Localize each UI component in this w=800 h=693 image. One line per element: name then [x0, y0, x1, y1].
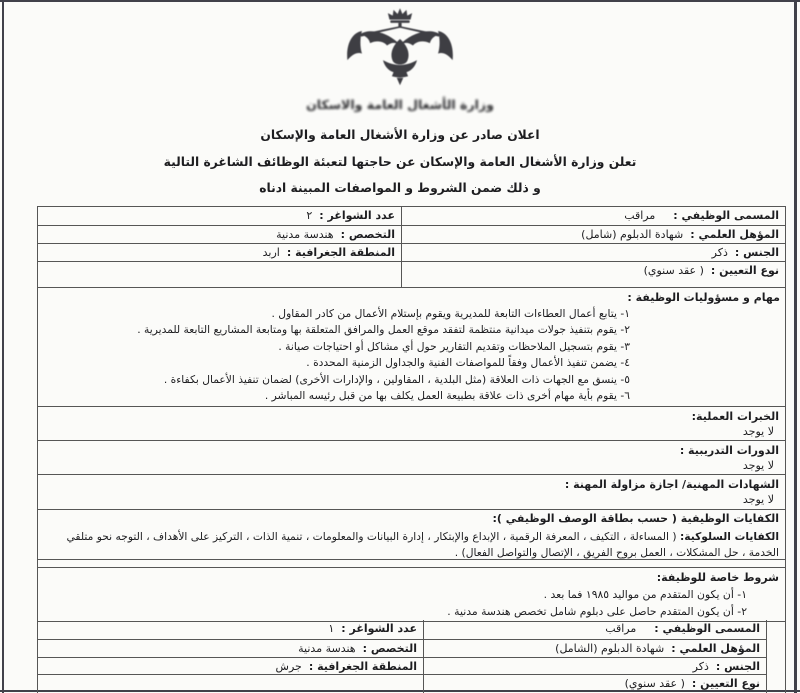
competencies-header: الكفايات الوظيفية ( حسب بطاقة الوصف الوظيفي ): — [492, 512, 779, 525]
certificates-section — [38, 475, 785, 510]
job1-vacancies-field — [38, 207, 401, 225]
duty-item-3: ٣- يقوم بتسجيل الملاحظات وتقديم التقارير حول أي مشاكل أو احتياجات صيانة . — [278, 339, 630, 353]
job1-specialization-value: هندسة مدنية — [276, 228, 334, 241]
certificates-value: لا يوجد — [742, 493, 774, 506]
job2-gender-value: ذكر — [692, 660, 709, 673]
job1-vacancies-value: ٢ — [306, 209, 313, 222]
duties-header: مهام و مسؤوليات الوظيفة : — [627, 291, 780, 304]
duty-item-6: ٦- يقوم بأية مهام أخرى ذات علاقة بطبيعة العمل يكلف بها من قبل رئيسه المباشر . — [264, 389, 630, 403]
job1-region-label: المنطقة الجغرافية : — [286, 246, 395, 259]
job2-region-value: جرش — [275, 660, 302, 673]
job1-empty-cell — [38, 262, 401, 287]
job1-gender-label: الجنس : — [734, 246, 779, 259]
job1-duties-section — [38, 288, 785, 407]
certificates-label: الشهادات المهنية/ اجازة مزاولة المهنة : — [564, 478, 779, 491]
job1-qualification-value: شهادة الدبلوم (شامل) — [581, 228, 684, 241]
duty-item-5: ٥- ينسق مع الجهات ذات العلاقة (مثل البلدية ، المقاولين ، والإدارات الأخرى) لضمان تنفيذ الأعمال بكفاءة . — [163, 372, 630, 386]
job2-region-label: المنطقة الجغرافية : — [308, 660, 417, 673]
job2-appointment-label: نوع التعيين : — [691, 677, 760, 690]
job2-empty-cell — [38, 675, 423, 693]
courses-label: الدورات التدريبية : — [679, 444, 779, 457]
table-row — [38, 262, 785, 288]
table-row — [38, 620, 766, 640]
job1-region-value: اربد — [262, 246, 280, 259]
duty-item-2: ٢- يقوم بتنفيذ جولات ميدانية منتظمة لتفقد موقع العمل والمرافق المتعلقة بها ومتابعة المشاريع التابعة للمديرية . — [137, 323, 630, 337]
job2-specialization-value: هندسة مدنية — [298, 642, 356, 655]
announcement-note: و ذلك ضمن الشروط و المواصفات المبينة ادناه — [259, 181, 541, 195]
job2-qualification-label: المؤهل العلمي : — [671, 642, 760, 655]
job1-qualification-label: المؤهل العلمي : — [690, 228, 779, 241]
job2-appointment-value: ( عقد سنوي) — [624, 677, 685, 690]
job2-specialization-label: التخصص : — [362, 642, 417, 655]
job1-specialization-field — [38, 226, 401, 243]
job1-specialization-label: التخصص : — [340, 228, 395, 241]
announcement-subtitle: تعلن وزارة الأشغال العامة والإسكان عن حاجتها لتعبئة الوظائف الشاغرة التالية — [163, 155, 637, 169]
job2-qualification-value: شهادة الدبلوم (الشامل) — [555, 642, 665, 655]
job2-gender-field — [423, 658, 766, 674]
table-row — [38, 640, 766, 658]
job2-title-field — [423, 620, 766, 639]
job2-qualification-field — [423, 640, 766, 657]
condition-item-2: ٢- أن يكون المتقدم حاصل على دبلوم شامل تخصص هندسة مدنية . — [447, 605, 747, 618]
experience-section — [38, 407, 785, 441]
job1-appointment-value: ( عقد سنوي) — [643, 264, 704, 277]
competencies-text — [44, 529, 779, 560]
job1-vacancies-label: عدد الشواغر : — [319, 209, 395, 222]
table-row — [38, 244, 785, 262]
job2-vacancies-label: عدد الشواغر : — [341, 622, 417, 635]
job2-appointment-field — [423, 675, 766, 693]
conditions-header: شروط خاصة للوظيفة: — [656, 571, 779, 584]
duty-item-4: ٤- يضمن تنفيذ الأعمال وفقاً للمواصفات الفنية والجداول الزمنية المحددة . — [306, 356, 630, 370]
spacer-row — [38, 560, 785, 568]
table-row — [38, 226, 785, 244]
competencies-body: ( المساءلة ، التكيف ، المعرفة الرقمية ، الإبداع والإبتكار ، إدارة البيانات والمعلومات ، تنمية الذات ، التركيز على الأهداف ، التوجه نحو متلقي الخدمة ، حل المشكلات ، العمل بروح الفريق ، الإتصال والتواصل الفعال) . — [66, 530, 779, 559]
job1-title-label: المسمى الوظيفي : — [673, 209, 779, 222]
announcement-title: اعلان صادر عن وزارة الأشغال العامة والإسكان — [260, 128, 540, 142]
job2-title-value: مراقب — [605, 622, 637, 635]
job2-title-label: المسمى الوظيفي : — [654, 622, 760, 635]
page-border-top — [0, 0, 800, 2]
job2-vacancies-field — [38, 620, 423, 639]
courses-value: لا يوجد — [742, 459, 774, 472]
condition-item-1: ١- أن يكون المتقدم من مواليد ١٩٨٥ فما بعد . — [543, 588, 747, 601]
jordan-emblem-icon — [315, 6, 485, 98]
vacancy-table-job2 — [37, 620, 767, 693]
job1-appointment-field — [401, 262, 785, 287]
competencies-section — [38, 510, 785, 560]
competencies-lead: الكفايات السلوكية: — [679, 530, 779, 543]
experience-label: الخبرات العملية: — [691, 410, 779, 423]
table-row — [38, 658, 766, 675]
ministry-calligraphy: وزارة الأشغال العامة والاسكان — [306, 97, 494, 112]
job1-appointment-label: نوع التعيين : — [710, 264, 779, 277]
job1-gender-field — [401, 244, 785, 261]
job2-gender-label: الجنس : — [715, 660, 760, 673]
job1-title-field — [401, 207, 785, 225]
table-row — [38, 207, 785, 226]
duty-item-1: ١- يتابع أعمال العطاءات التابعة للمديرية ويقوم بإستلام الأعمال من كادر المقاول . — [271, 307, 630, 320]
job2-vacancies-value: ١ — [328, 622, 335, 635]
courses-section — [38, 441, 785, 475]
table-row — [38, 675, 766, 693]
experience-value: لا يوجد — [742, 425, 774, 438]
job2-specialization-field — [38, 640, 423, 657]
conditions-section — [38, 568, 785, 622]
job1-gender-value: ذكر — [711, 246, 728, 259]
job1-title-value: مراقب — [624, 209, 656, 222]
job2-region-field — [38, 658, 423, 674]
job1-region-field — [38, 244, 401, 261]
job1-qualification-field — [401, 226, 785, 243]
